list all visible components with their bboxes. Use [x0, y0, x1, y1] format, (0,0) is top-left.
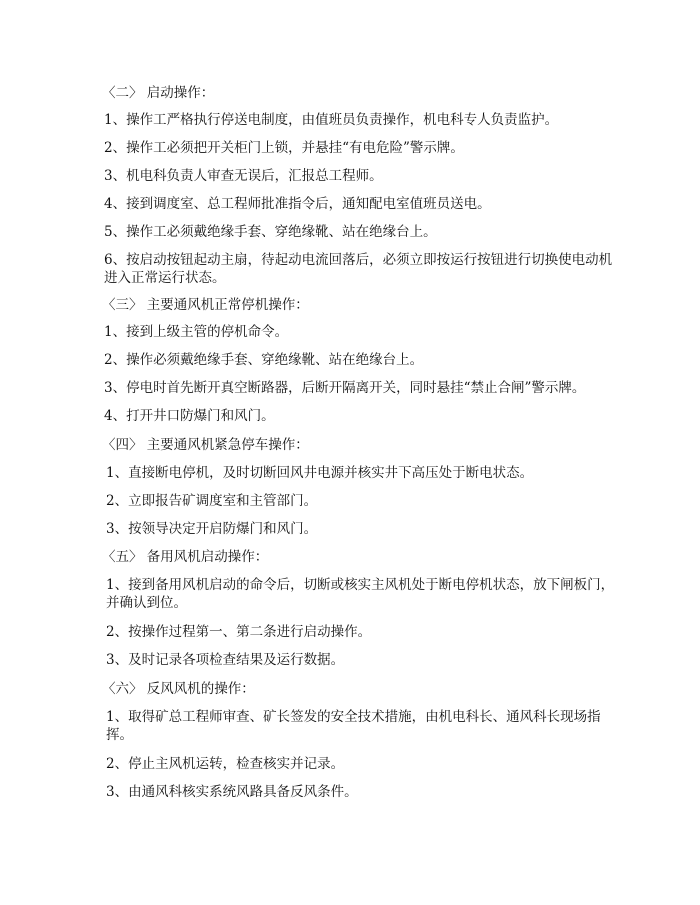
list-item: 2、操作工必须把开关柜门上锁，并悬挂“有电危险”警示牌。 [104, 140, 464, 156]
list-item: 3、按领导决定开启防爆门和风门。 [106, 521, 318, 537]
section-heading: 〈五〉 备用风机启动操作： [102, 549, 269, 565]
list-item: 3、停电时首先断开真空断路器，后断开隔离开关，同时悬挂“禁止合闸”警示牌。 [104, 380, 586, 396]
list-item: 2、操作必须戴绝缘手套、穿绝缘靴、站在绝缘台上。 [104, 352, 424, 368]
section-heading: 〈三〉 主要通风机正常停机操作： [102, 297, 309, 313]
section-heading: 〈二〉 启动操作： [102, 85, 215, 101]
list-item: 4、接到调度室、总工程师批准指令后，通知配电室值班员送电。 [104, 196, 491, 212]
list-item: 3、机电科负责人审查无误后，汇报总工程师。 [104, 168, 383, 184]
section-heading: 〈四〉 主要通风机紧急停车操作： [102, 437, 309, 453]
list-item: 3、由通风科核实系统风路具备反风条件。 [106, 784, 358, 800]
list-item: 1、直接断电停机，及时切断回风井电源并核实井下高压处于断电状态。 [106, 465, 534, 481]
list-item: 2、按操作过程第一、第二条进行启动操作。 [106, 624, 372, 640]
list-item: 6、按启动按钮起动主扇，待起动电流回落后，必须立即按运行按钮进行切换使电动机进入正常运行状态。 [104, 252, 613, 286]
list-item: 1、操作工严格执行停送电制度，由值班员负责操作，机电科专人负责监护。 [104, 112, 559, 128]
list-item: 1、接到上级主管的停机命令。 [104, 324, 289, 340]
list-item: 1、接到备用风机启动的命令后，切断或核实主风机处于断电停机状态，放下闸板门，并确认到位。 [106, 577, 615, 611]
section-heading: 〈六〉 反风风机的操作： [102, 681, 255, 697]
list-item: 5、操作工必须戴绝缘手套、穿绝缘靴、站在绝缘台上。 [104, 224, 437, 240]
list-item: 4、打开井口防爆门和风门。 [104, 408, 275, 424]
list-item: 3、及时记录各项检查结果及运行数据。 [106, 652, 345, 668]
list-item: 2、停止主风机运转，检查核实并记录。 [106, 756, 345, 772]
list-item: 1、取得矿总工程师审查、矿长签发的安全技术措施，由机电科长、通风科长现场指挥。 [106, 709, 601, 743]
list-item: 2、立即报告矿调度室和主管部门。 [106, 493, 318, 509]
